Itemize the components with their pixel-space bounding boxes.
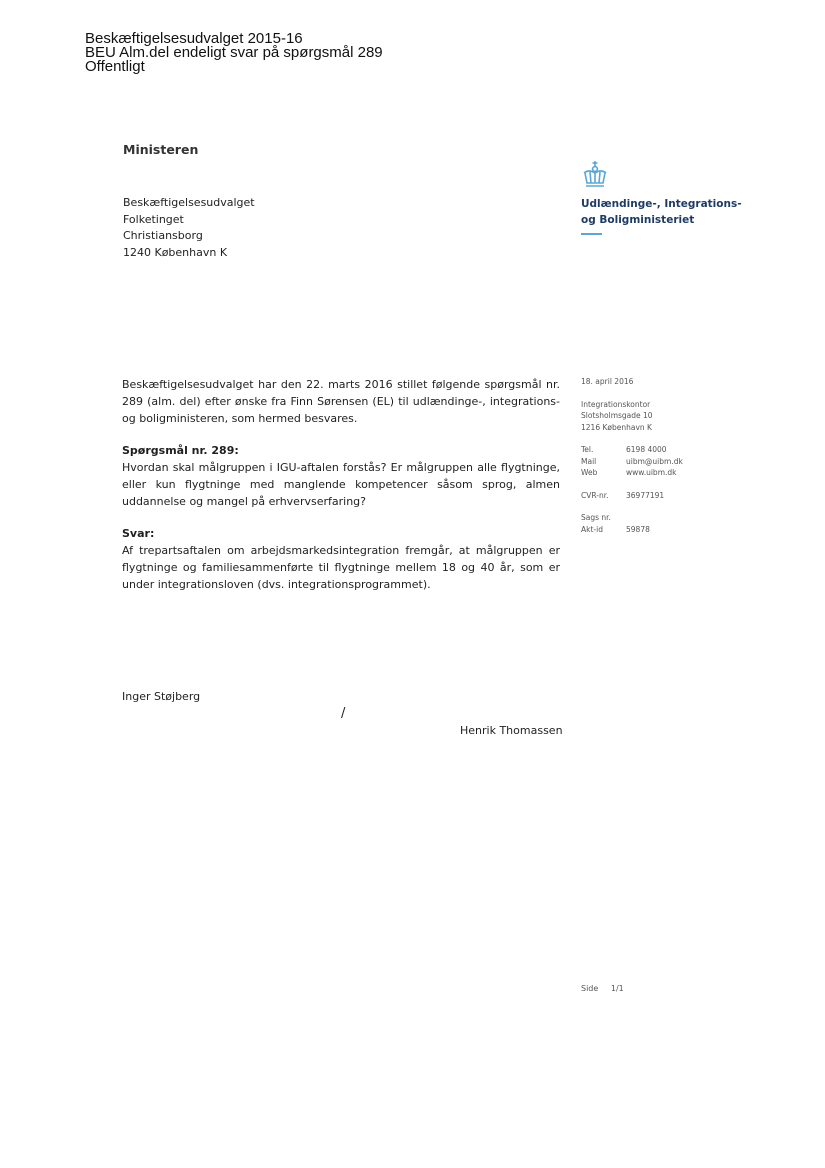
office-name: Integrationskontor [581,399,651,409]
web-value: www.uibm.dk [626,468,677,477]
question-heading: Spørgsmål nr. 289: [122,444,239,457]
recipient-line: Christiansborg [123,229,203,242]
letter-body [122,376,560,608]
recipient-address [123,195,255,261]
stamp-line-1: Beskæftigelsesudvalget 2015-16 [85,30,303,47]
mail-row [581,456,683,468]
ministry-accent-line [581,233,602,235]
recipient-line: Folketinget [123,212,184,226]
web-row [581,467,683,479]
sender-title: Ministeren [123,142,199,157]
ministry-name-line-2: og Boligministeriet [581,214,695,226]
page-value: 1/1 [610,984,624,993]
office-city: 1216 København K [581,422,652,432]
cvr-label: CVR-nr. [581,490,609,500]
page-label: Side [581,984,599,993]
signature-official: Henrik Thomassen [460,724,563,737]
ministry-name-line-1: Udlændinge-, Integrations- [581,198,742,210]
recipient-line: Beskæftigelsesudvalget [123,196,255,209]
tel-value: 6198 4000 [626,445,667,454]
signature-minister: Inger Støjberg [122,690,201,703]
page-number [581,984,624,993]
cvr-row [581,490,683,502]
office-street: Slotsholmsgade 10 [581,411,653,420]
crown-logo-icon [581,160,609,188]
mail-label: Mail [581,456,597,466]
document-stamp [85,32,383,74]
akt-label: Akt-id [581,524,603,534]
tel-label: Tel. [581,445,594,454]
sags-row [581,512,683,524]
sidebar-info [581,376,683,535]
answer-paragraph: Af trepartsaftalen om arbejdsmarkedsintegration fremgår, at målgruppen er flygtninge og familiesammenførte til flygtninge mellem 18 og 40 år, som er under integrationsloven (dvs. integrationsprogrammet). [122,544,560,591]
stamp-line-2: BEU Alm.del endeligt svar på spørgsmål 289 [85,44,383,61]
ministry-name [581,196,742,228]
sags-label: Sags nr. [581,513,611,522]
akt-value: 59878 [626,524,650,534]
stamp-line-3: Offentligt [85,58,145,75]
signature-separator: / [341,706,346,721]
letter-date: 18. april 2016 [581,377,634,386]
web-label: Web [581,468,598,477]
question-paragraph: Hvordan skal målgruppen i IGU-aftalen forstås? Er målgruppen alle flygtninge, eller kun flygtninge med manglende kompetencer såsom sprog, almen uddannelse og mangel på erhvervserfaring? [122,461,560,508]
intro-paragraph: Beskæftigelsesudvalget har den 22. marts 2016 stillet følgende spørgsmål nr. 289 (alm. del) efter ønske fra Finn Sørensen (EL) til udlændinge-, integrations- og boligministeren, som hermed besvares. [122,378,560,425]
tel-row [581,444,683,456]
akt-row [581,524,683,536]
cvr-value: 36977191 [626,490,665,500]
mail-value: uibm@uibm.dk [626,456,683,466]
answer-heading: Svar: [122,527,155,540]
recipient-line: 1240 København K [123,245,228,259]
